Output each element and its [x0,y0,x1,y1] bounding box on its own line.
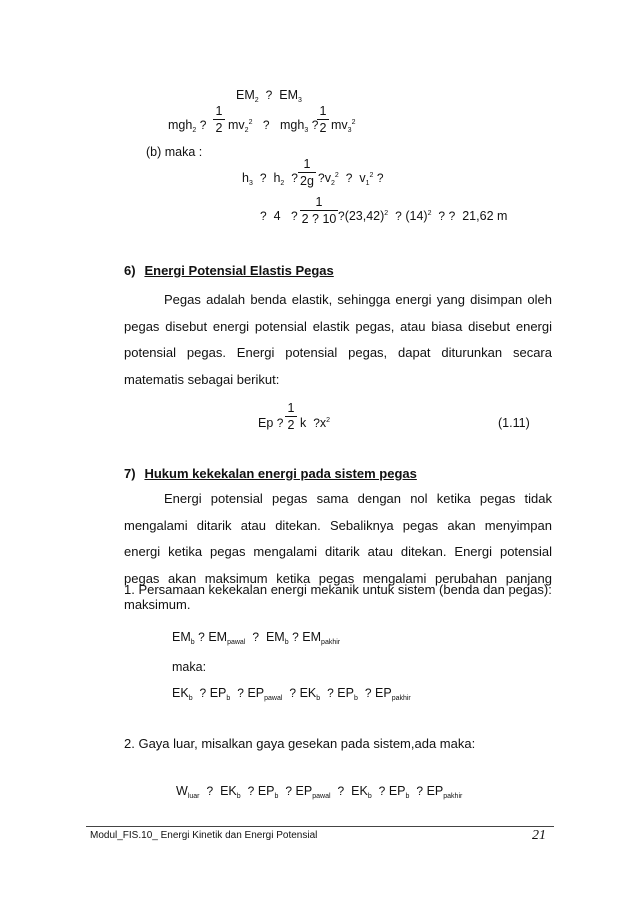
equation-calc-rest: $?(23,42)^2$ ? $(14)^2$ ? ? 21,62 m [338,209,508,223]
equation-energy: mgh$_2$ ? [168,118,207,134]
fraction-one-over-20: 1 2 ? 10 [301,195,337,226]
equation-em: $EM_2$ ? $EM_3$ [236,88,302,104]
fraction-one-over-2g: 1 2g [298,157,316,188]
item2-text: 2. Gaya luar, misalkan gaya gesekan pada sistem,ada maka: [124,736,476,751]
equation-number: (1.11) [498,416,530,430]
equation-w-external: $W_{luar}$ ? $EK_b$ ? $EP_b$ ? $EP_{pawal}$ ? $EK_b$ ? $EP_b$ ? $EP_{pakhir}$ [176,784,463,800]
item1-text: 1. Persamaan kekekalan energi mekanik untuk sistem (benda dan pegas): [124,582,552,597]
section6-heading: 6) Energi Potensial Elastis Pegas [124,263,334,278]
equation-energy-mid: $mv_2^2$ ? mgh$_3$ ? [228,118,319,134]
fraction-half: 1 2 [213,104,225,135]
fraction-half-ep: 1 2 [285,401,297,432]
formula-ep: Ep ? [258,416,284,430]
formula-ep-rest: k $?x^2$ [300,416,331,430]
equation-h3-rest: $?v_2^2$ ? $v_1^2$ ? [318,171,384,187]
section7-paragraph: Energi potensial pegas sama dengan nol ketika pegas tidak mengalami ditarik atau ditekan. Sebaliknya pegas akan menyimpan energi ketika pegas mengalami ditarik atau ditekan. Energi potensial pegas akan maksimum ketika pegas mengalami perubahan panjang maksimum. [124,491,552,612]
equation-ek-spring: $EK_b$ ? $EP_b$ ? $EP_{pawal}$ ? $EK_b$ ? $EP_b$ ? $EP_{pakhir}$ [172,686,411,702]
equation-energy-end: $mv_3^2$ [331,118,356,134]
equation-calc: ? 4 ? [260,209,298,223]
label-maka: maka: [172,660,207,674]
equation-h3: $h_3$ ? $h_2$ ? [242,171,298,187]
page-number: 21 [532,828,546,843]
footer-divider [86,826,554,827]
section7-heading: 7) Hukum kekekalan energi pada sistem pegas [124,466,417,481]
fraction-half-2: 1 2 [317,104,329,135]
footer-text: Modul_FIS.10_ Energi Kinetik dan Energi Potensial [90,830,318,841]
section6-paragraph: Pegas adalah benda elastik, sehingga energi yang disimpan oleh pegas disebut energi potensial elastik pegas, atau biasa disebut energi potensial pegas. Energi potensial pegas, dapat diturunkan secara matematis sebagai berikut: [124,292,552,387]
equation-em-spring: $EM_b$ ? $EM_{pawal}$ ? $EM_b$ ? $EM_{pakhir}$ [172,630,341,646]
label-b-maka: (b) maka : [146,145,203,159]
